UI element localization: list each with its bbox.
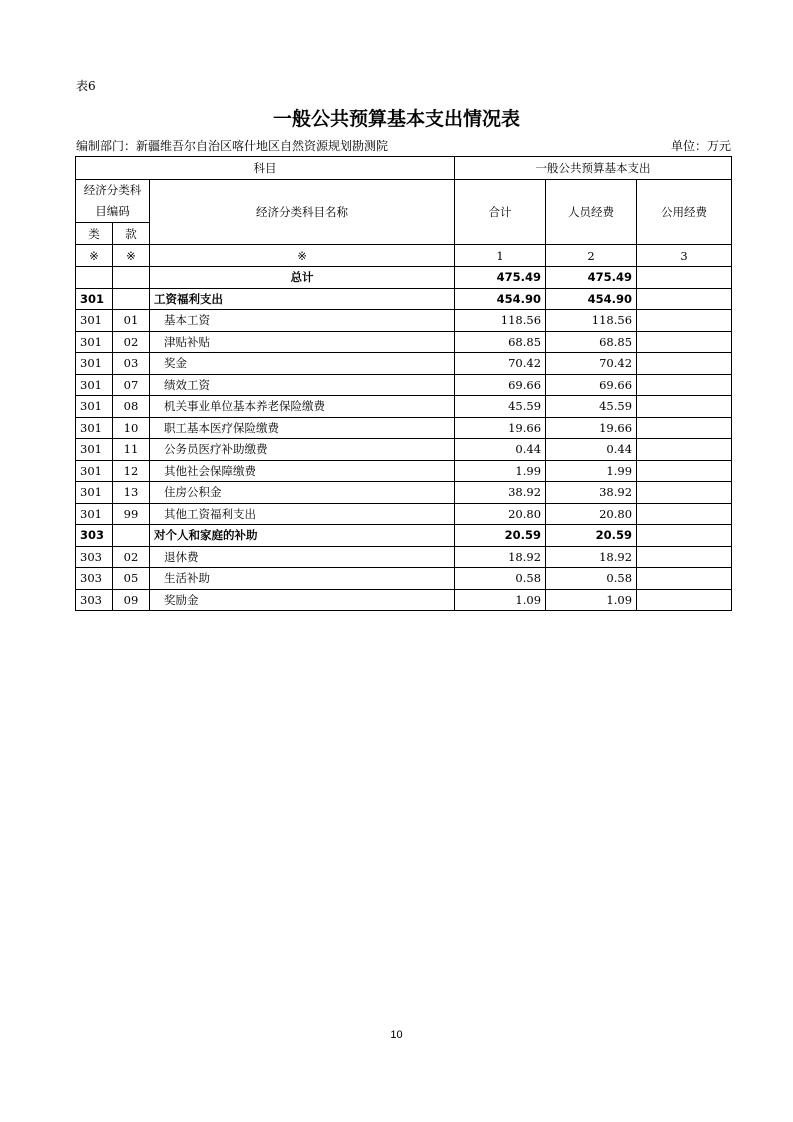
cell-name: 住房公积金 [150,482,455,504]
cell-class: 303 [76,546,113,568]
cell-total: 69.66 [455,374,546,396]
table-row [76,589,732,611]
cell-total: 70.42 [455,353,546,375]
cell-total: 68.85 [455,331,546,353]
cell-item [113,288,150,310]
table-row [76,568,732,590]
table-row-grand-total [76,267,732,289]
cell-public [637,331,732,353]
cell-item: 12 [113,460,150,482]
cell-personnel: 19.66 [546,417,637,439]
cell-public [637,439,732,461]
cell-total: 0.44 [455,439,546,461]
cell-personnel: 475.49 [546,267,637,289]
table-row [76,353,732,375]
table-row [76,310,732,332]
cell-public [637,353,732,375]
cell-personnel: 0.44 [546,439,637,461]
header-class: 类 [76,223,113,245]
cell-public [637,482,732,504]
cell-public [637,417,732,439]
cell-class: 301 [76,503,113,525]
cell-personnel: 20.80 [546,503,637,525]
cell-total: 0.58 [455,568,546,590]
mark-class: ※ [76,245,113,267]
header-public: 公用经费 [637,180,732,245]
page-number: 10 [390,1029,403,1041]
cell-class: 301 [76,396,113,418]
cell-name: 机关事业单位基本养老保险缴费 [150,396,455,418]
cell-personnel: 1.09 [546,589,637,611]
cell-name: 总计 [150,267,455,289]
cell-public [637,267,732,289]
cell-total: 38.92 [455,482,546,504]
cell-total: 1.99 [455,460,546,482]
cell-public [637,374,732,396]
cell-item: 10 [113,417,150,439]
cell-public [637,525,732,547]
table-row [76,396,732,418]
cell-name: 基本工资 [150,310,455,332]
table-row [76,374,732,396]
cell-total: 454.90 [455,288,546,310]
cell-item: 01 [113,310,150,332]
cell-item [113,267,150,289]
header-item: 款 [113,223,150,245]
cell-public [637,568,732,590]
header-name: 经济分类科目名称 [150,180,455,245]
cell-personnel: 68.85 [546,331,637,353]
cell-class: 301 [76,417,113,439]
table-row-category [76,525,732,547]
cell-total: 475.49 [455,267,546,289]
cell-name: 津贴补贴 [150,331,455,353]
table-row-category [76,288,732,310]
cell-total: 118.56 [455,310,546,332]
cell-total: 20.80 [455,503,546,525]
cell-class: 301 [76,439,113,461]
cell-class: 301 [76,460,113,482]
cell-item: 11 [113,439,150,461]
cell-item: 05 [113,568,150,590]
col-index-2: 2 [546,245,637,267]
cell-name: 公务员医疗补助缴费 [150,439,455,461]
header-personnel: 人员经费 [546,180,637,245]
cell-total: 20.59 [455,525,546,547]
page-title: 一般公共预算基本支出情况表 [272,108,520,130]
cell-name: 其他社会保障缴费 [150,460,455,482]
cell-total: 45.59 [455,396,546,418]
col-index-3: 3 [637,245,732,267]
cell-name: 生活补助 [150,568,455,590]
cell-name: 绩效工资 [150,374,455,396]
cell-item: 08 [113,396,150,418]
cell-personnel: 45.59 [546,396,637,418]
table-number: 表6 [76,79,96,93]
cell-personnel: 1.99 [546,460,637,482]
cell-class: 301 [76,374,113,396]
cell-personnel: 20.59 [546,525,637,547]
cell-name: 退休费 [150,546,455,568]
cell-personnel: 70.42 [546,353,637,375]
table-row [76,503,732,525]
header-total: 合计 [455,180,546,245]
table-row [76,460,732,482]
cell-class: 301 [76,353,113,375]
cell-class: 301 [76,482,113,504]
cell-item: 09 [113,589,150,611]
table-row [76,546,732,568]
unit-label: 单位：万元 [670,139,731,153]
cell-name: 奖励金 [150,589,455,611]
cell-item: 03 [113,353,150,375]
cell-public [637,310,732,332]
cell-name: 职工基本医疗保险缴费 [150,417,455,439]
cell-item: 13 [113,482,150,504]
cell-personnel: 38.92 [546,482,637,504]
cell-personnel: 0.58 [546,568,637,590]
table-row [76,439,732,461]
cell-total: 1.09 [455,589,546,611]
cell-personnel: 69.66 [546,374,637,396]
cell-item: 07 [113,374,150,396]
cell-item: 02 [113,331,150,353]
table-row [76,331,732,353]
budget-table [75,156,732,611]
cell-class: 303 [76,525,113,547]
cell-class: 301 [76,288,113,310]
cell-total: 18.92 [455,546,546,568]
cell-personnel: 454.90 [546,288,637,310]
table-row [76,417,732,439]
cell-name: 对个人和家庭的补助 [150,525,455,547]
cell-total: 19.66 [455,417,546,439]
header-budget-group: 一般公共预算基本支出 [455,157,732,180]
col-index-1: 1 [455,245,546,267]
cell-personnel: 18.92 [546,546,637,568]
cell-class: 303 [76,568,113,590]
table-row [76,482,732,504]
cell-name: 工资福利支出 [150,288,455,310]
cell-public [637,396,732,418]
cell-item: 02 [113,546,150,568]
header-code: 经济分类科目编码 [76,180,150,223]
mark-name: ※ [150,245,455,267]
cell-public [637,288,732,310]
cell-class: 303 [76,589,113,611]
cell-item: 99 [113,503,150,525]
cell-personnel: 118.56 [546,310,637,332]
cell-public [637,589,732,611]
cell-public [637,460,732,482]
cell-public [637,503,732,525]
header-subject: 科目 [76,157,455,180]
department-label: 编制部门：新疆维吾尔自治区喀什地区自然资源规划勘测院 [76,139,389,153]
cell-item [113,525,150,547]
cell-class [76,267,113,289]
cell-public [637,546,732,568]
cell-class: 301 [76,310,113,332]
cell-name: 奖金 [150,353,455,375]
cell-name: 其他工资福利支出 [150,503,455,525]
mark-item: ※ [113,245,150,267]
cell-class: 301 [76,331,113,353]
